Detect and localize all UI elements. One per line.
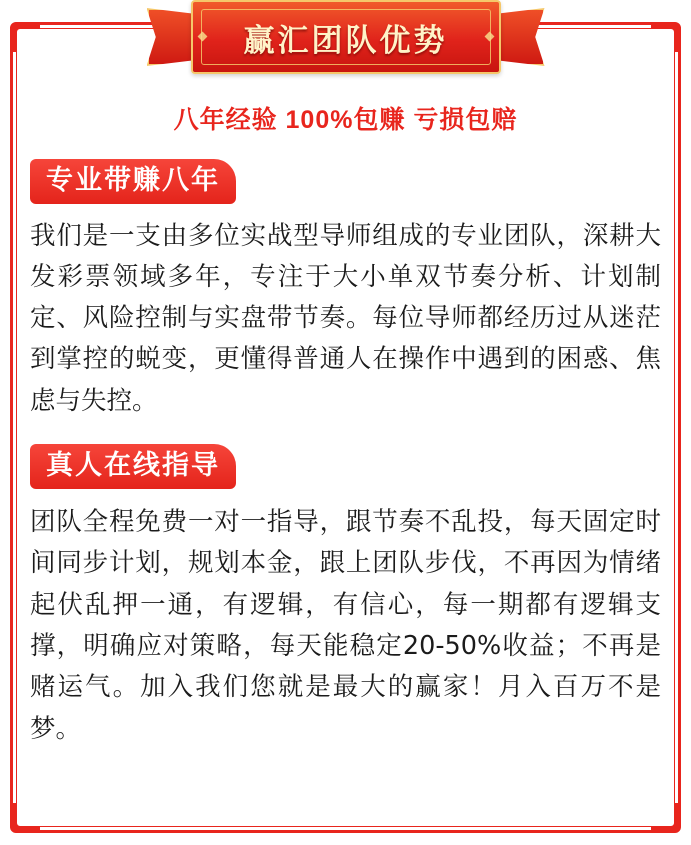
- section-body-2: 团队全程免费一对一指导，跟节奏不乱投，每天固定时间同步计划，规划本金，跟上团队步伐，不再因为情绪起伏乱押一通，有逻辑，有信心，每一期都有逻辑支撑，明确应对策略，每天能稳定20-50%收益；不再是赌运气。加入我们您就是最大的赢家！月入百万不是梦。: [30, 507, 661, 744]
- title-banner: [147, 0, 545, 74]
- subtitle-text: 八年经验 100%包赚 亏损包赔: [173, 106, 518, 134]
- section-body-1: 我们是一支由多位实战型导师组成的专业团队，深耕大发彩票领域多年，专注于大小单双节奏分析、计划制定、风险控制与实盘带节奏。每位导师都经历过从迷茫到掌控的蜕变，更懂得普通人在操作中遇到的困惑、焦虑与失控。: [30, 220, 661, 416]
- corner-ornament-bottom-right-icon: [651, 803, 681, 833]
- corner-ornament-bottom-left-icon: [10, 803, 40, 833]
- section-heading-1: 专业带赚八年: [30, 159, 236, 204]
- corner-ornament-top-left-icon: [10, 22, 40, 52]
- content-area: [30, 92, 661, 750]
- section-live-guidance: [30, 444, 661, 750]
- section-professional: [30, 159, 661, 423]
- banner-title-text: 赢汇团队优势: [243, 22, 448, 58]
- corner-ornament-top-right-icon: [651, 22, 681, 52]
- section-heading-2: 真人在线指导: [30, 444, 236, 489]
